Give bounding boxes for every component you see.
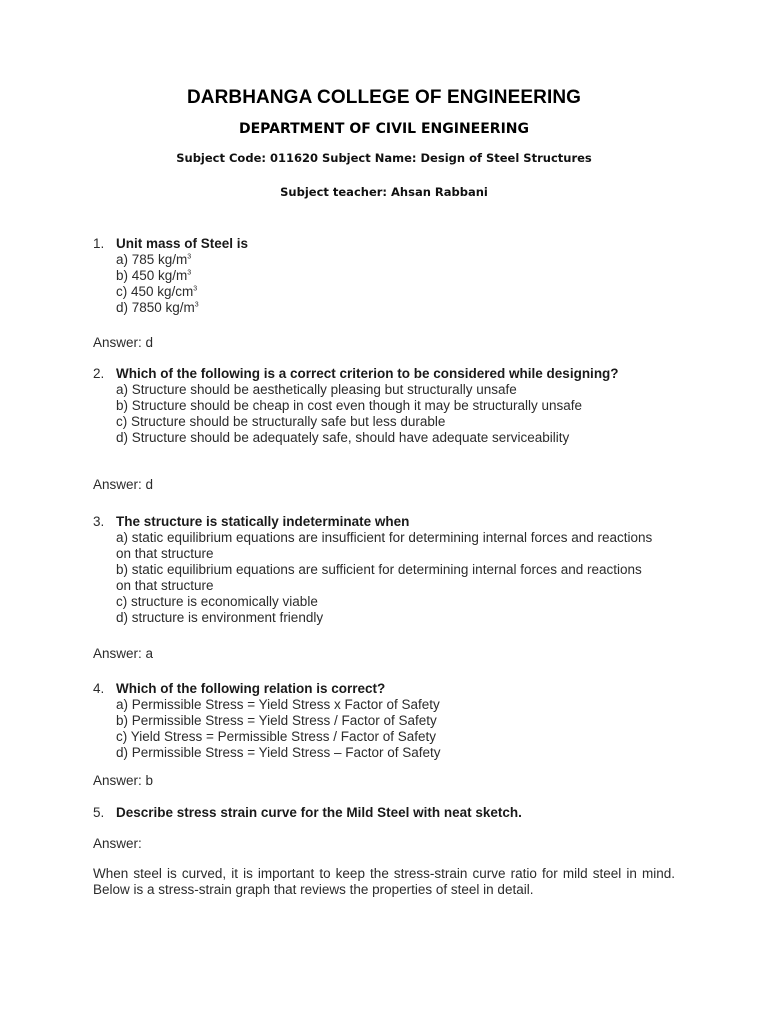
option-b: b) Permissible Stress = Yield Stress / Factor of Safety bbox=[116, 713, 437, 728]
question-text: Which of the following is a correct criterion to be considered while designing? bbox=[116, 366, 619, 381]
option-c: c) structure is economically viable bbox=[116, 594, 318, 609]
teacher-line: Subject teacher: Ahsan Rabbani bbox=[280, 185, 488, 199]
option-list bbox=[116, 382, 582, 446]
answer-5: Answer: bbox=[93, 836, 142, 851]
answer-2: Answer: d bbox=[93, 477, 154, 492]
option-a: a) Structure should be aesthetically pleasing but structurally unsafe bbox=[116, 382, 517, 397]
department-title: DEPARTMENT OF CIVIL ENGINEERING bbox=[238, 121, 529, 137]
subject-line: Subject Code: 011620 Subject Name: Design of Steel Structures bbox=[176, 151, 592, 165]
option-a: a) static equilibrium equations are insufficient for determining internal forces and reactions on that structure bbox=[116, 530, 653, 561]
question-text: Describe stress strain curve for the Mild Steel with neat sketch. bbox=[116, 805, 522, 820]
college-title: DARBHANGA COLLEGE OF ENGINEERING bbox=[186, 87, 582, 108]
question-number: 4. bbox=[93, 681, 105, 696]
answer-4: Answer: b bbox=[93, 773, 154, 788]
option-list bbox=[116, 697, 441, 761]
question-text: The structure is statically indeterminate when bbox=[116, 514, 410, 529]
question-text: Which of the following relation is correct? bbox=[116, 681, 386, 696]
option-b: b) Structure should be cheap in cost even though it may be structurally unsafe bbox=[116, 398, 583, 413]
answer-paragraph: When steel is curved, it is important to keep the stress-strain curve ratio for mild steel in mind. Below is a stress-strain graph that reviews the properties of steel in detail. bbox=[93, 866, 675, 897]
option-d: d) structure is environment friendly bbox=[116, 610, 324, 625]
question-number: 3. bbox=[93, 514, 105, 529]
option-a: a) Permissible Stress = Yield Stress x Factor of Safety bbox=[116, 697, 440, 712]
option-d: d) Structure should be adequately safe, should have adequate serviceability bbox=[116, 430, 570, 445]
option-c: c) Yield Stress = Permissible Stress / Factor of Safety bbox=[116, 729, 436, 744]
option-d: d) Permissible Stress = Yield Stress – Factor of Safety bbox=[116, 745, 441, 760]
answer-3: Answer: a bbox=[93, 646, 154, 661]
question-number: 2. bbox=[93, 366, 105, 381]
question-number: 1. bbox=[93, 236, 105, 251]
answer-1: Answer: d bbox=[93, 335, 154, 350]
option-list bbox=[116, 530, 656, 626]
option-list bbox=[116, 252, 199, 316]
option-b: b) 450 $kg/m^3$ bbox=[116, 268, 192, 283]
option-b: b) static equilibrium equations are sufficient for determining internal forces and reactions on that structure bbox=[116, 562, 642, 593]
option-c: c) 450 $kg/cm^3$ bbox=[116, 284, 198, 299]
option-a: a) 785 $kg/m^3$ bbox=[116, 252, 192, 267]
option-d: d) 7850 $kg/m^3$ bbox=[116, 300, 199, 315]
question-number: 5. bbox=[93, 805, 105, 820]
option-c: c) Structure should be structurally safe but less durable bbox=[116, 414, 446, 429]
question-text: Unit mass of Steel is bbox=[116, 236, 249, 251]
